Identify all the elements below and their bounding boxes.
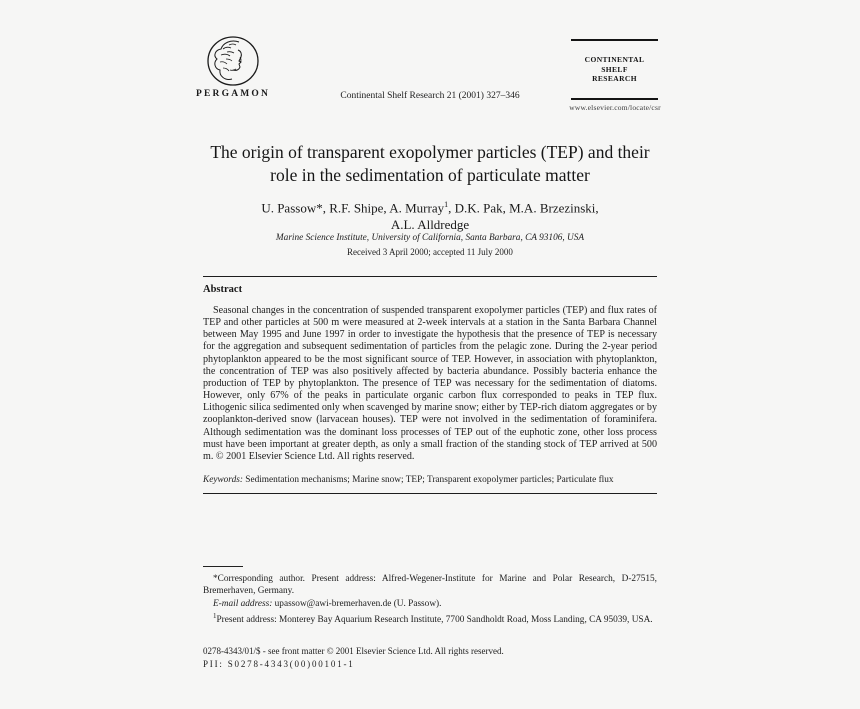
journal-website-url: www.elsevier.com/locate/csr: [569, 103, 661, 112]
abstract-heading: Abstract: [203, 284, 243, 295]
journal-citation-line: Continental Shelf Research 21 (2001) 327–346: [340, 91, 520, 101]
imprint-block: [203, 645, 703, 670]
email-label: E-mail address:: [213, 598, 273, 609]
footnotes-block: [203, 566, 657, 626]
article-title-line1: The origin of transparent exopolymer particles (TEP) and their: [210, 142, 650, 162]
present-address-marker: 1: [213, 611, 217, 620]
present-address-text: Present address: Monterey Bay Aquarium Research Institute, 7700 Sandholdt Road, Moss Landing, CA 95039, USA.: [216, 614, 653, 625]
article-title-line2: role in the sedimentation of particulate matter: [270, 165, 590, 185]
issn-copyright-line: 0278-4343/01/$ - see front matter © 2001 Elsevier Science Ltd. All rights reserved.: [203, 646, 504, 656]
keywords-list: Sedimentation mechanisms; Marine snow; TEP; Transparent exopolymer particles; Particulate flux: [245, 475, 614, 486]
footnote-divider: [203, 566, 243, 567]
masthead-line1: CONTINENTAL SHELF: [584, 55, 645, 74]
pii-line: PII: S0278-4343(00)00101-1: [203, 658, 355, 669]
corresponding-author-footnote: *Corresponding author. Present address: Alfred-Wegener-Institute for Marine and Polar Research, D-27515, Bremerhaven, Germany.: [203, 574, 657, 597]
author-list: [0, 197, 860, 233]
present-address-footnote: [203, 610, 657, 626]
publisher-name: PERGAMON: [196, 89, 271, 99]
authors-line1: U. Passow*, R.F. Shipe, A. Murray: [261, 200, 445, 216]
received-accepted-dates: Received 3 April 2000; accepted 11 July 2000: [347, 247, 513, 257]
email-footnote: [203, 598, 657, 610]
keywords-label: Keywords:: [203, 475, 243, 486]
masthead-line2: RESEARCH: [592, 74, 637, 84]
abstract-section: [203, 276, 657, 494]
journal-masthead-box: [571, 39, 658, 100]
author-affiliation: Marine Science Institute, University of California, Santa Barbara, CA 93106, USA: [275, 233, 585, 243]
author-footnote-marker: 1: [444, 200, 449, 209]
journal-masthead-title: [571, 55, 658, 84]
authors-line1-cont: , D.K. Pak, M.A. Brzezinski,: [448, 200, 599, 216]
article-title: [0, 141, 860, 187]
pergamon-logo-icon: [205, 35, 261, 89]
email-address: upassow@awi-bremerhaven.de (U. Passow).: [274, 598, 442, 609]
authors-line2: A.L. Alldredge: [390, 216, 470, 232]
abstract-text: Seasonal changes in the concentration of suspended transparent exopolymer particles (TEP) and flux rates of TEP and other particles at 500 m were measured at 2-week intervals at a station in the Santa Barbara Channel between May 1995 and June 1997 in order to investigate the hypothesis that the presence of TEP is necessary for the aggregation and subsequent sedimentation of particles from the pelagic zone. During the 2-year period phytoplankton appeared to be the most significant source of TEP. However, in association with phytoplankton, the concentration of TEP was also positively affected by bacteria abundance. Possibly bacteria enhance the production of TEP by phytoplankton. The presence of TEP was necessary for the sedimentation of diatoms. However, only 67% of the peaks in particulate organic carbon flux corresponded to peaks in TEP flux. Lithogenic silica sedimented only when scavenged by marine snow; either by TEP-rich diatom aggregates or by zooplankton-derived snow (larvacean houses). TEP were not involved in the sedimentation of foraminifera. Although sedimentation was the dominant loss processes of TEP out of the euphotic zone, other loss process must have been important at greater depth, as only a small fraction of the standing stock of TEP arrived at 500 m. © 2001 Elsevier Science Ltd. All rights reserved.: [203, 305, 657, 462]
keywords-line: [203, 475, 657, 485]
